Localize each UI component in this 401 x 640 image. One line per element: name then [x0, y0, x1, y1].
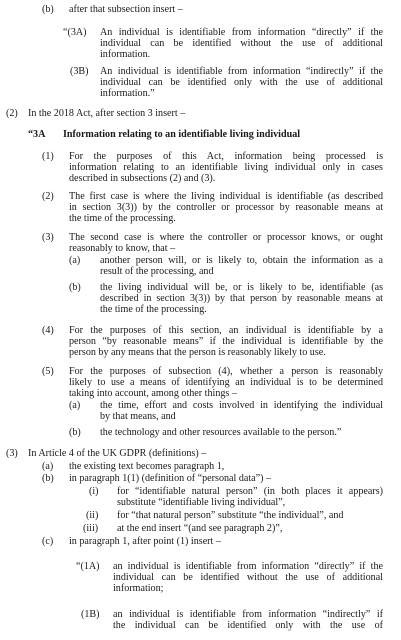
- para-3-a-num: (a): [42, 461, 54, 472]
- subsection-3B-text: An individual is identifiable from information “indirectly” if the individual can be identified only with the use of additional information.”: [100, 66, 383, 99]
- para-3-b-i-num: (i): [89, 486, 99, 497]
- para-b-num: (b): [42, 4, 54, 15]
- para-3-c-text: in paragraph 1, after point (1) insert –: [69, 536, 221, 547]
- section-3A-sub5-b-text: the technology and other resources available to the person.”: [100, 427, 342, 438]
- section-3A-sub2-num: (2): [42, 191, 54, 202]
- para-3-b-num: (b): [42, 473, 54, 484]
- section-3A-sub5-a-text: the time, effort and costs involved in identifying the individual by that means, and: [100, 400, 383, 422]
- para-3-b-iii-text: at the end insert “(and see paragraph 2)”,: [117, 523, 283, 534]
- subsection-3B-num: (3B): [70, 66, 89, 77]
- section-3A-num: “3A: [28, 129, 46, 140]
- subsection-3A-num: “(3A): [63, 27, 87, 38]
- section-3A-sub4-text: For the purposes of this section, an individual is identifiable by a person “by reasonable means” if the individual is identifiable by the person by any means that the person is reasonably likely to use.: [69, 325, 383, 358]
- section-3A-sub1-text: For the purposes of this Act, information being processed is information relating to an identifiable living individual only in cases described in subsections (2) and (3).: [69, 151, 383, 184]
- section-3A-sub5-b-num: (b): [69, 427, 81, 438]
- point-1A-num: “(1A): [76, 561, 100, 572]
- para-3-b-iii-num: (iii): [83, 523, 99, 534]
- subsection-3A-text: An individual is identifiable from information “directly” if the individual can be identified without the use of additional information.: [100, 27, 383, 60]
- para-3-b-ii-text: for “that natural person” substitute “the individual”, and: [117, 510, 344, 521]
- point-1B-num: (1B): [81, 609, 100, 620]
- section-3A-sub5-text: For the purposes of subsection (4), whether a person is reasonably likely to use a means of identifying an individual is to be determined taking into account, among other things –: [69, 366, 383, 399]
- para-3-num: (3): [6, 448, 18, 459]
- para-3-text: In Article 4 of the UK GDPR (definitions) –: [28, 448, 207, 459]
- para-2-num: (2): [6, 108, 18, 119]
- para-2-text: In the 2018 Act, after section 3 insert –: [28, 108, 186, 119]
- para-3-c-num: (c): [42, 536, 54, 547]
- para-3-b-text: in paragraph 1(1) (definition of “personal data”) –: [69, 473, 272, 484]
- section-3A-sub1-num: (1): [42, 151, 54, 162]
- para-3-a-text: the existing text becomes paragraph 1,: [69, 461, 225, 472]
- point-1A-text: an individual is identifiable from information “directly” if the individual can be identified without the use of additional information;: [113, 561, 383, 594]
- section-3A-sub3-num: (3): [42, 232, 54, 243]
- section-3A-heading: Information relating to an identifiable living individual: [63, 129, 301, 140]
- section-3A-sub3-text: The second case is where the controller or processor knows, or ought reasonably to know, that –: [69, 232, 383, 254]
- point-1B-text: an individual is identifiable from information “indirectly” if the individual can be identified only with the use of: [113, 609, 383, 631]
- section-3A-sub3-b-num: (b): [69, 282, 81, 293]
- para-b-text: after that subsection insert –: [69, 4, 183, 15]
- para-3-b-ii-num: (ii): [86, 510, 99, 521]
- section-3A-sub2-text: The first case is where the living individual is identifiable (as described in section 3(3)) by the controller or processor by reasonable means at the time of the processing.: [69, 191, 383, 224]
- section-3A-sub5-a-num: (a): [69, 400, 81, 411]
- section-3A-sub3-a-text: another person will, or is likely to, obtain the information as a result of the processing, and: [100, 255, 383, 277]
- section-3A-sub4-num: (4): [42, 325, 54, 336]
- section-3A-sub3-b-text: the living individual will be, or is likely to be, identifiable (as described in section 3(3)) by that person by reasonable means at the time of the processing.: [100, 282, 383, 315]
- para-3-b-i-text: for “identifiable natural person” (in both places it appears) substitute “identifiable living individual”,: [117, 486, 383, 508]
- section-3A-sub5-num: (5): [42, 366, 54, 377]
- section-3A-sub3-a-num: (a): [69, 255, 81, 266]
